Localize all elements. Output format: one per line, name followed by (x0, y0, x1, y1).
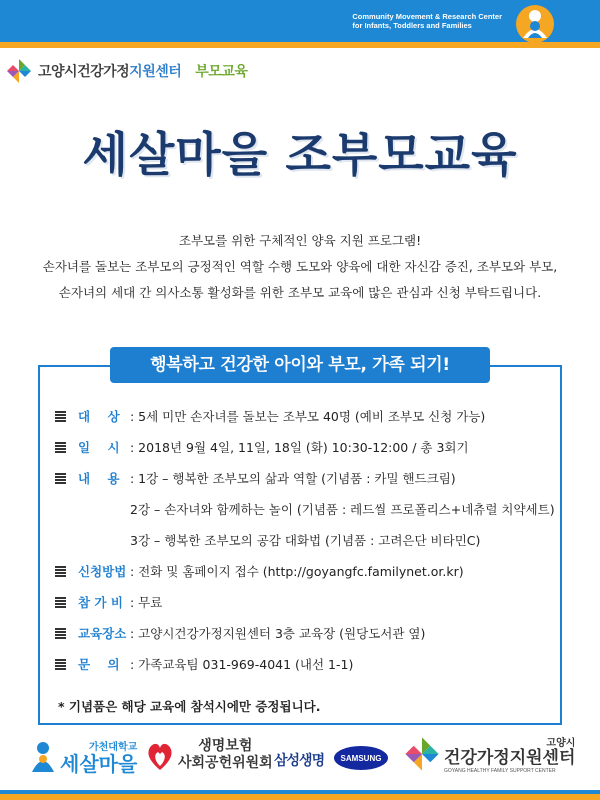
brand-name-part2: 지원센터 (129, 64, 182, 80)
family-mascot-icon (512, 2, 558, 46)
detail-label: 교육장소 (78, 626, 127, 641)
sesalmaeul-logo (30, 738, 137, 775)
list-bullet-icon (55, 659, 66, 670)
detail-label: 참 가 비 (78, 595, 123, 610)
top-header-band (0, 0, 600, 48)
logo5-eng-text: GOYANG HEALTHY FAMILY SUPPORT CENTER (444, 768, 556, 774)
list-bullet-icon (55, 597, 66, 608)
header-orange-stripe (0, 42, 600, 48)
intro-text (20, 228, 580, 306)
logo3-text: 삼성생명 (274, 753, 325, 769)
list-bullet-icon (55, 628, 66, 639)
detail-date (55, 438, 555, 469)
detail-content-2 (55, 500, 555, 531)
detail-label: 일 시 (78, 440, 120, 455)
list-bullet-icon (55, 473, 66, 484)
detail-label: 내 용 (78, 471, 120, 486)
detail-value: : 가족교육팀 031-969-4041 (내선 1-1) (130, 657, 354, 672)
bottom-blue-stripe (0, 790, 600, 794)
detail-place (55, 624, 555, 655)
detail-fee (55, 593, 555, 624)
detail-value: : 2018년 9월 4일, 11일, 18일 (화) 10:30-12:00 / 총 3회기 (130, 440, 469, 455)
detail-value: : 1강 – 행복한 조부모의 삶과 역할 (기념품 : 카밀 핸드크림) (130, 471, 456, 486)
heart-hands-icon (146, 738, 174, 772)
center-name-line2: for Infants, Toddlers and Families (352, 21, 472, 30)
detail-value: 3강 – 행복한 조부모의 공감 대화법 (기념품 : 고려은단 비타민C) (130, 533, 481, 548)
logo1-small-text: 가천대학교 (88, 742, 138, 753)
goyang-center-logo (404, 734, 575, 774)
center-name (352, 12, 502, 30)
detail-inquiry (55, 655, 555, 686)
logo5-small-text: 고양시 (546, 738, 576, 749)
samsung-logo (334, 746, 388, 770)
footer-logos (0, 732, 600, 790)
brand-name-part1: 고양시건강가정 (38, 64, 130, 80)
intro-line-2: 손자녀를 돌보는 조부모의 긍정적인 역할 수행 도모와 양육에 대한 자신감 증진, 조부모와 부모, (42, 259, 558, 274)
brand-row (6, 58, 247, 84)
center-name-line1: Community Movement & Research Center (352, 12, 502, 21)
detail-apply (55, 562, 555, 593)
brand-name (38, 61, 181, 81)
detail-value: : 고양시건강가정지원센터 3층 교육장 (원당도서관 옆) (130, 626, 426, 641)
detail-value: : 5세 미만 손자녀를 돌보는 조부모 40명 (예비 조부모 신청 가능) (130, 409, 486, 424)
detail-value: 2강 – 손자녀와 함께하는 놀이 (기념품 : 레드씰 프로폴리스+네츄럴 치약세트) (130, 502, 555, 517)
intro-line-3: 손자녀의 세대 간 의사소통 활성화를 위한 조부모 교육에 많은 관심과 신청 부탁드립니다. (58, 285, 542, 300)
detail-label: 신청방법 (78, 564, 127, 579)
details-list (55, 407, 555, 686)
detail-content (55, 469, 555, 500)
life-insurance-logo (146, 738, 273, 772)
logo2-line2: 사회공헌위원회 (178, 755, 273, 771)
intro-line-1: 조부모를 위한 구체적인 양육 지원 프로그램! (178, 233, 422, 248)
bottom-band (0, 790, 600, 800)
detail-label: 문 의 (78, 657, 120, 672)
logo5-big-text: 건강가정지원센터 (444, 748, 576, 768)
logo1-big-text: 세살마을 (60, 752, 138, 776)
detail-content-3 (55, 531, 555, 562)
samsung-life-logo (274, 750, 324, 770)
detail-target (55, 407, 555, 438)
detail-value: : 무료 (130, 595, 163, 610)
gift-note: * 기념품은 해당 교육에 참석시에만 증정됩니다. (58, 699, 321, 714)
slogan-banner: 행복하고 건강한 아이와 부모, 가족 되기! (110, 347, 490, 383)
pinwheel-logo-icon (404, 736, 440, 772)
list-bullet-icon (55, 566, 66, 577)
family-figure-icon (30, 740, 56, 774)
pinwheel-logo-icon (6, 58, 32, 84)
program-name: 부모교육 (195, 64, 248, 80)
list-bullet-icon (55, 442, 66, 453)
detail-value: : 전화 및 홈페이지 접수 (http://goyangfc.familynet.or.kr) (130, 564, 464, 579)
logo2-line1: 생명보험 (198, 738, 253, 754)
page-title: 세살마을 조부모교육 (82, 128, 518, 183)
detail-label: 대 상 (78, 409, 120, 424)
logo4-text: SAMSUNG (340, 753, 382, 763)
list-bullet-icon (55, 411, 66, 422)
